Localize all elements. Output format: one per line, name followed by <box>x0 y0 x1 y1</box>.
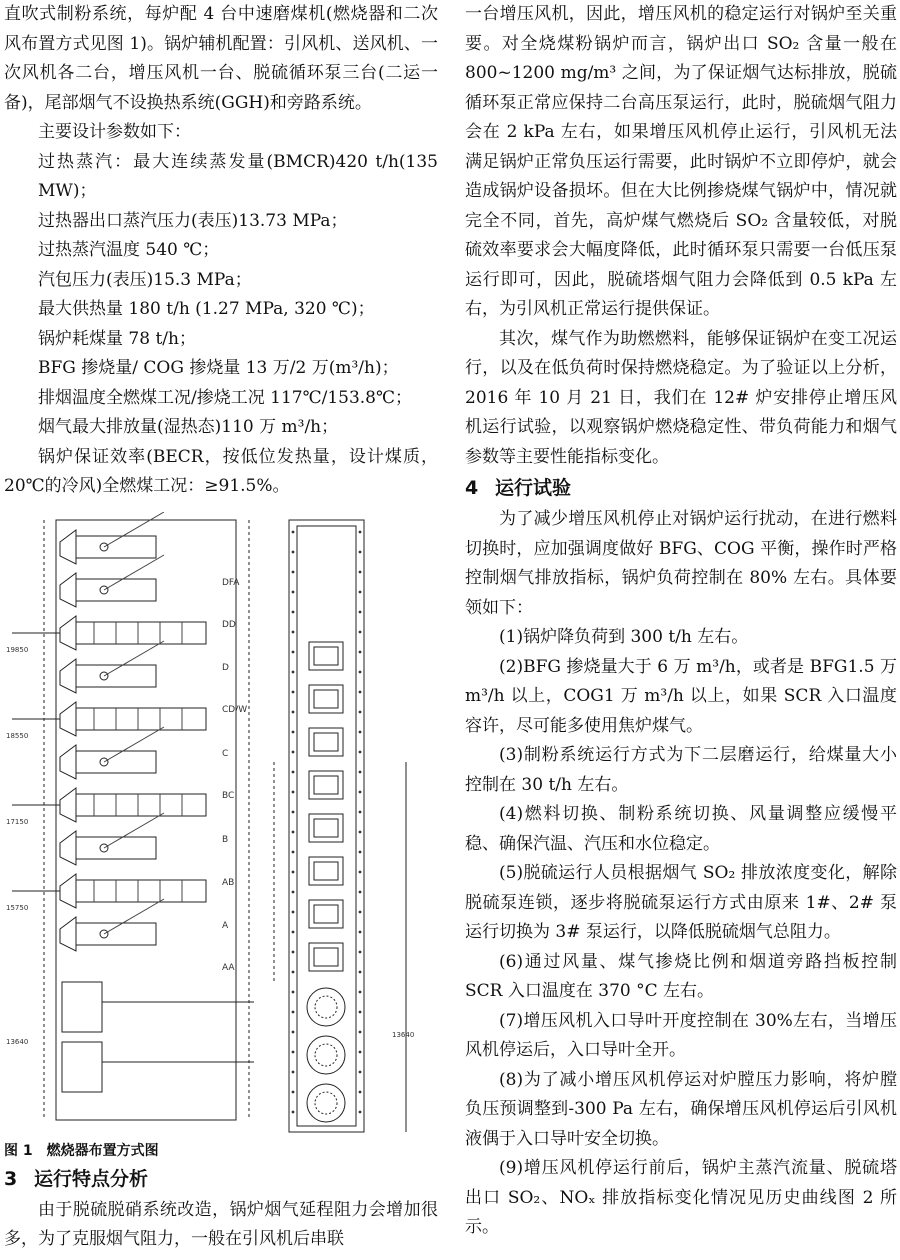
param-item: 烟气最大排放量(湿热态)110 万 m³/h； <box>38 417 339 437</box>
params-heading: 主要设计参数如下： <box>38 122 191 142</box>
level-label: DFA <box>222 578 240 588</box>
duct <box>62 982 102 1032</box>
bolt-dot <box>359 571 362 574</box>
bolt-dot <box>359 851 362 854</box>
port-inner <box>314 776 338 794</box>
bolt-dot <box>359 1071 362 1074</box>
level-label: C <box>222 749 229 759</box>
procedure-item: (3)制粉系统运行方式为下二层磨运行，给煤量大小控制在 30 t/h 左右。 <box>465 745 897 795</box>
damper-linkage <box>104 555 164 590</box>
section-title: 运行特点分析 <box>34 1168 149 1190</box>
bolt-dot <box>292 531 295 534</box>
bolt-dot <box>359 691 362 694</box>
burner-nozzle <box>60 917 76 951</box>
port-inner <box>314 690 338 708</box>
figure-caption <box>4 1140 173 1160</box>
level-label: AB <box>222 878 235 888</box>
elevation-label: 17150 <box>6 818 29 826</box>
burner-nozzle <box>60 530 76 564</box>
procedure-item: (4)燃料切换、制粉系统切换、风量调整应缓慢平稳、确保汽温、汽压和水位稳定。 <box>465 804 897 854</box>
bolt-dot <box>292 1091 295 1094</box>
section-number: 4 <box>465 477 479 499</box>
burner-box <box>76 579 156 601</box>
damper-linkage <box>104 899 164 934</box>
elevation-label: 18550 <box>6 732 29 740</box>
param-item: 过热器出口蒸汽压力(表压)13.73 MPa； <box>38 210 348 231</box>
bolt-dot <box>359 711 362 714</box>
bolt-dot <box>292 751 295 754</box>
burner-box <box>76 880 206 902</box>
bolt-dot <box>359 791 362 794</box>
burner-box <box>76 923 156 945</box>
bolt-dot <box>292 651 295 654</box>
bolt-dot <box>292 1031 295 1034</box>
bolt-dot <box>292 891 295 894</box>
burner-nozzle <box>60 874 76 908</box>
bolt-dot <box>359 951 362 954</box>
port-circle-inner <box>315 996 337 1018</box>
burner-box <box>76 837 156 859</box>
param-item: 过热蒸汽：最大连续蒸发量(BMCR)420 t/h(135 MW)； <box>38 151 438 201</box>
bolt-dot <box>292 611 295 614</box>
bolt-dot <box>292 851 295 854</box>
bolt-dot <box>292 811 295 814</box>
left-column <box>4 0 438 1249</box>
burner-box <box>76 665 156 687</box>
bolt-dot <box>292 831 295 834</box>
port-inner <box>314 862 338 880</box>
damper-linkage <box>104 813 164 848</box>
bolt-dot <box>292 971 295 974</box>
burner-nozzle <box>60 745 76 779</box>
bolt-dot <box>292 711 295 714</box>
bolt-dot <box>292 571 295 574</box>
bolt-dot <box>359 1111 362 1114</box>
param-item: 锅炉保证效率(BECR，按低位发热量，设计煤质，20℃的冷风)全燃煤工况：≥91.5%。 <box>4 446 438 496</box>
bolt-dot <box>359 671 362 674</box>
param-item: 排烟温度全燃煤工况/掺烧工况 117℃/153.8℃； <box>38 387 413 408</box>
bolt-dot <box>359 1091 362 1094</box>
level-label: D <box>222 663 229 673</box>
intro-paragraph: 直吹式制粉系统，每炉配 4 台中速磨煤机(燃烧器和二次风布置方式见图 1)。锅炉辅机配置：引风机、送风机、一次风机各二台，增压风机一台、脱硫循环泵三台(二运一备)，尾部烟气不设换热系统(GGH)和旁路系统。 <box>4 4 438 113</box>
level-label: AA <box>222 963 235 973</box>
bolt-dot <box>359 911 362 914</box>
bolt-dot <box>359 531 362 534</box>
port-inner <box>314 819 338 837</box>
bolt-dot <box>359 811 362 814</box>
procedure-item: (8)为了减小增压风机停运对炉膛压力影响，将炉膛负压预调整到-300 Pa 左右，确保增压风机停运后引风机液偶于入口导叶安全切换。 <box>465 1069 897 1149</box>
duct <box>62 1042 102 1092</box>
burner-nozzle <box>60 573 76 607</box>
damper-linkage <box>104 512 164 547</box>
procedure-item: (5)脱硫运行人员根据烟气 SO₂ 排放浓度变化，解除脱硫泵连锁，逐步将脱硫泵运行方式由原来 1#、2# 泵运行切换为 3# 泵运行，以降低脱硫烟气总阻力。 <box>465 863 897 942</box>
bolt-dot <box>292 871 295 874</box>
right-column <box>465 0 897 1243</box>
bolt-dot <box>359 1031 362 1034</box>
section-number: 3 <box>4 1168 18 1190</box>
bolt-dot <box>359 611 362 614</box>
bolt-dot <box>292 911 295 914</box>
procedure-item: (9)增压风机停运行前后，锅炉主蒸汽流量、脱硫塔出口 SO₂、NOₓ 排放指标变化情况见历史曲线图 2 所示。 <box>465 1158 897 1237</box>
bolt-dot <box>359 631 362 634</box>
bolt-dot <box>359 591 362 594</box>
port-circle-inner <box>315 1044 337 1066</box>
procedure-item: (7)增压风机入口导叶开度控制在 30%左右，当增压风机停运后，入口导叶全开。 <box>465 1010 897 1060</box>
bolt-dot <box>292 591 295 594</box>
param-item: BFG 掺烧量/ COG 掺烧量 13 万/2 万(m³/h)； <box>38 358 399 378</box>
bolt-dot <box>359 651 362 654</box>
bolt-dot <box>292 791 295 794</box>
level-label: BC <box>222 791 235 801</box>
burner-nozzle <box>60 702 76 736</box>
procedure-item: (2)BFG 掺烧量大于 6 万 m³/h，或者是 BFG1.5 万 m³/h 以上，COG1 万 m³/h 以上，如果 SCR 入口温度容许，尽可能多使用焦炉煤气。 <box>465 656 897 736</box>
bolt-dot <box>292 991 295 994</box>
port-inner <box>314 948 338 966</box>
burner-nozzle <box>60 788 76 822</box>
port-inner <box>314 905 338 923</box>
param-item: 汽包压力(表压)15.3 MPa； <box>38 269 252 290</box>
burner-box <box>76 536 156 558</box>
port-circle <box>307 1084 345 1122</box>
elevation-label: 19850 <box>6 646 29 654</box>
bolt-dot <box>359 991 362 994</box>
bolt-dot <box>359 1011 362 1014</box>
bolt-dot <box>359 971 362 974</box>
elevation-label: 15750 <box>6 904 29 912</box>
bolt-dot <box>359 1051 362 1054</box>
procedure-item: (1)锅炉降负荷到 300 t/h 左右。 <box>499 627 749 647</box>
section-3 <box>4 1163 438 1254</box>
damper-linkage <box>104 641 164 676</box>
bolt-dot <box>359 731 362 734</box>
bolt-dot <box>292 671 295 674</box>
bolt-dot <box>359 891 362 894</box>
burner-nozzle <box>60 831 76 865</box>
body-paragraph: 为了减少增压风机停止对锅炉运行扰动，在进行燃料切换时，应加强调度做好 BFG、COG 平衡，操作时严格控制烟气排放指标，锅炉负荷控制在 80% 左右。具体要领如下： <box>465 509 897 618</box>
port-inner <box>314 647 338 665</box>
level-label: CD/W <box>222 705 248 715</box>
right-drawing-frame <box>289 520 364 1132</box>
bolt-dot <box>292 1011 295 1014</box>
burner-box <box>76 622 206 644</box>
port-circle <box>307 1036 345 1074</box>
bolt-dot <box>292 691 295 694</box>
bolt-dot <box>359 831 362 834</box>
bolt-dot <box>292 1111 295 1114</box>
section-paragraph: 由于脱硫脱硝系统改造，锅炉烟气延程阻力会增加很多，为了克服烟气阻力，一般在引风机后串联 <box>4 1200 438 1249</box>
damper-linkage <box>104 727 164 762</box>
section-title: 运行试验 <box>495 477 572 499</box>
bolt-dot <box>292 631 295 634</box>
body-paragraph: 其次，煤气作为助燃燃料，能够保证锅炉在变工况运行，以及在低负荷时保持燃烧稳定。为了验证以上分析，2016 年 10 月 21 日，我们在 12# 炉安排停止增压风机运行试验，以观察锅炉燃烧稳定性、带负荷能力和烟气参数等主要性能指标变化。 <box>465 328 897 467</box>
burner-nozzle <box>60 659 76 693</box>
bolt-dot <box>292 1071 295 1074</box>
bolt-dot <box>292 731 295 734</box>
bolt-dot <box>359 931 362 934</box>
body-paragraph: 一台增压风机，因此，增压风机的稳定运行对锅炉至关重要。对全烧煤粉锅炉而言，锅炉出口 SO₂ 含量一般在 800~1200 mg/m³ 之间，为了保证烟气达标排放，脱硫循环泵正常应保持二台高压泵运行，此时，脱硫烟气阻力会在 2 kPa 左右，如果增压风机停止运行，引风机无法满足锅炉正常负压运行需要，此时锅炉不立即停炉，就会造成锅炉设备损坏。但在大比例掺烧煤气锅炉中，情况就完全不同，首先，高炉煤气燃烧后 SO₂ 含量较低，对脱硫效率要求会大幅度降低，此时循环泵只需要一台低压泵运行即可，因此，脱硫塔烟气阻力会降低到 0.5 kPa 左右，为引风机正常运行提供保证。 <box>465 4 897 319</box>
figure-title: 燃烧器布置方式图 <box>46 1143 159 1159</box>
level-label: DD <box>222 620 236 630</box>
left-drawing-frame <box>56 520 236 1120</box>
burner-box <box>76 708 206 730</box>
bolt-dot <box>292 1051 295 1054</box>
port-circle-inner <box>315 1092 337 1114</box>
bolt-dot <box>292 551 295 554</box>
bolt-dot <box>359 871 362 874</box>
port-inner <box>314 733 338 751</box>
level-label: A <box>222 921 229 931</box>
param-item: 过热蒸汽温度 540 ℃； <box>38 240 220 260</box>
bolt-dot <box>292 771 295 774</box>
burner-nozzle <box>60 616 76 650</box>
figure-number: 图 1 <box>4 1143 33 1159</box>
level-label: B <box>222 835 229 845</box>
bolt-dot <box>359 551 362 554</box>
bolt-dot <box>292 951 295 954</box>
param-item: 锅炉耗煤量 78 t/h； <box>38 328 196 349</box>
bolt-dot <box>359 751 362 754</box>
section-heading <box>465 472 897 505</box>
section-heading <box>4 1163 438 1196</box>
elevation-label: 13640 <box>6 1038 29 1046</box>
elevation-label-right: 13640 <box>392 1031 415 1039</box>
procedure-item: (6)通过风量、煤气掺烧比例和烟道旁路挡板控制 SCR 入口温度在 370 °C 左右。 <box>465 951 897 1001</box>
bolt-dot <box>292 931 295 934</box>
burner-layout-figure <box>4 512 438 1137</box>
param-item: 最大供热量 180 t/h (1.27 MPa, 320 ℃)； <box>38 299 375 319</box>
burner-box <box>76 751 156 773</box>
bolt-dot <box>359 771 362 774</box>
burner-box <box>76 794 206 816</box>
port-circle <box>307 988 345 1026</box>
